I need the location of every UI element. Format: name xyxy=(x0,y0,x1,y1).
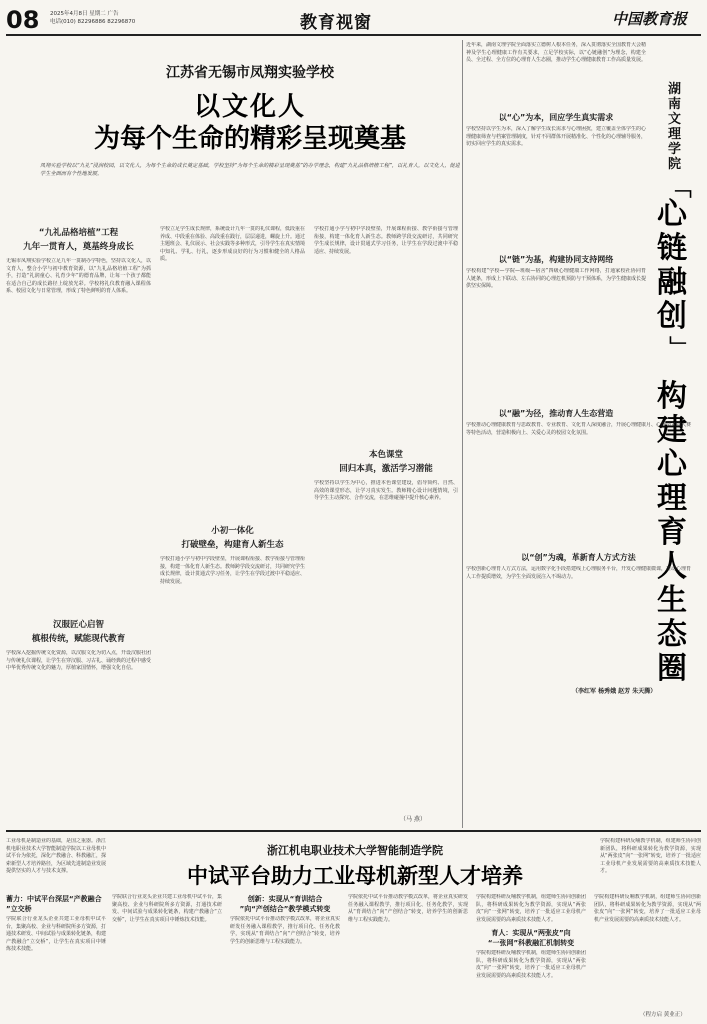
article-a-sub3-title: 汉服匠心启智 xyxy=(52,620,104,630)
article-c-body2: 学院依托中试平台推动教学模式改革，将企业真实研发任务融入课程教学，推行项目化、任务化教学，实现从“育训结合”向“产创结合”转变，培养学生的创新思维与工程实践能力。 xyxy=(230,916,340,945)
masthead: 中国教育报 xyxy=(612,10,688,28)
article-b-title-close: 」 xyxy=(666,336,692,358)
article-a-body5: 学校坚持以学生为中心，推进本色课堂建设，倡导简约、自然、高效的课堂形态，让学习真实发生。教师精心设计问题情境，引导学生主动探究、合作交流，在思维碰撞中提升核心素养。 xyxy=(314,480,458,502)
article-a-body3b: 学校打通小学与初中学段壁垒，开展课程衔接、教学衔接与管理衔接，构建一体化育人新生态。教师跨学段交流研讨，共同研究学生成长规律，设计贯通式学习任务，让学生在学段过渡中平稳适应、持续发展。 xyxy=(314,226,458,255)
article-b-body4: 学校创新心理育人方式方法，运用数字化手段搭建线上心理服务平台，开发心理健康微课，推动心理育人工作提质增效，为学生全面发展注入不竭动力。 xyxy=(466,566,691,580)
article-b-sub1: 以“心”为本，回应学生真实需求 xyxy=(498,113,614,122)
article-b-body2: 学校构建“学校—学院—班级—宿舍”四级心理健康工作网络，打通家校社协同育人链条，形成上下联动、左右协同的心理危机预防与干预体系，为学生健康成长提供坚实保障。 xyxy=(466,268,646,290)
article-a-title-line1: 以文化人 xyxy=(193,92,306,122)
article-c-body2b: 学院依托中试平台推动教学模式改革，将企业真实研发任务融入课程教学，推行项目化、任务化教学，实现从“育训结合”向“产创结合”转变，培养学生的创新思维与工程实践能力。 xyxy=(348,894,468,923)
article-c-sub3-title: 育人：实现从“两张皮”向 xyxy=(491,929,571,937)
article-c-body1: 学院联合行业龙头企业共建工业母机中试平台，集聚高校、企业与科研院所多方资源，打通技术研发、中间试验与成果转化链条，构建产教融合“立交桥”，让学生在真实项目中锤炼技术技能。 xyxy=(6,916,106,953)
article-c-sub1-title: 蓄力：中试平台深层“产教融合 xyxy=(6,895,102,903)
article-b-intro: 近年来，湖南文理学院全面落实立德树人根本任务，深入贯彻落实全国教育大会精神及学生心理健康工作有关要求，立足学校实际，以“心链融创”为理念，构建全员、全过程、全方位的心理育人生态圈，推动学生心理健康教育工作高质量发展。 xyxy=(466,42,646,64)
article-c-body3a: 学院构建科研反哺教学机制，组建师生协同创新团队，将科研成果转化为教学资源，实现从“两张皮”向“一张网”转变，培养了一批适应工业母机产业发展需要的高素质技术技能人才。 xyxy=(600,838,701,875)
page-number: 08 xyxy=(6,6,40,34)
article-a-body2: 学校立足学生成长规律，系统设计九年一贯的礼仪课程，低段重在养成、中段重在体验、高段重在践行，层层递进，螺旋上升。通过主题班会、礼仪展示、社会实践等多种形式，引导学生在真实情境中知礼、学礼、行礼，逐步形成良好的行为习惯和健全的人格品质。 xyxy=(160,226,305,263)
article-a-kicker: 江苏省无锡市凤翔实验学校 xyxy=(166,65,334,81)
header-rule xyxy=(6,34,701,36)
article-c-body3c: 学院构建科研反哺教学机制，组建师生协同创新团队，将科研成果转化为教学资源，实现从“两张皮”向“一张网”转变，培养了一批适应工业母机产业发展需要的高素质技术技能人才。 xyxy=(476,950,586,979)
article-a-title-line2: 为每个生命的精彩呈现奠基 xyxy=(93,124,406,154)
article-c-body3b: 学院构建科研反哺教学机制，组建师生协同创新团队，将科研成果转化为教学资源，实现从“两张皮”向“一张网”转变，培养了一批适应工业母机产业发展需要的高素质技术技能人才。 xyxy=(476,894,586,923)
date-line: 2025年4月8日 星期二 广告 xyxy=(50,11,119,17)
article-b-sub4: 以“创”为魂，革新育人方式方法 xyxy=(521,553,636,562)
article-c-sub2-title: 创新：实现从“育训结合 xyxy=(247,895,323,903)
article-b-sub3: 以“融”为径，推动育人生态营造 xyxy=(498,409,614,418)
article-c-author: （程方启 黄业正） xyxy=(640,1012,686,1018)
article-c-body1b: 学院联合行业龙头企业共建工业母机中试平台，集聚高校、企业与科研院所多方资源，打通技术研发、中间试验与成果转化链条，构建产教融合“立交桥”，让学生在真实项目中锤炼技术技能。 xyxy=(112,894,222,923)
contact-line: 电话(010) 82296886 82296870 xyxy=(50,19,136,25)
article-a-body4: 学校深入挖掘传统文化资源，以汉服文化为切入点，开设汉服社团与传统礼仪课程，让学生在穿汉服、习古礼、诵经典的过程中感受中华优秀传统文化的魅力，厚植家国情怀，增强文化自信。 xyxy=(6,650,151,672)
article-a-sub4-title: 本色课堂 xyxy=(368,450,403,460)
article-b-title-open: 「 xyxy=(666,176,692,198)
article-b-title-tail: 构建心理育人生态圈 xyxy=(657,379,687,686)
section-title: 教育视窗 xyxy=(300,13,372,33)
article-c-sub1-sub: ”立交桥 xyxy=(6,905,32,913)
article-a-author: （马 燕） xyxy=(400,816,426,823)
article-a-lead: 凤翔实验学校以“九礼”浸润校园，以文化人，为每个生命的成长奠定基础，学校坚持“为每个生命的精彩呈现奠基”的办学理念，构建“九礼品格培植工程”，以礼育人，以文化人，促进学生全面而有个性地发展。 xyxy=(40,163,460,177)
article-b-sub2: 以“链”为基，构建协同支持网络 xyxy=(498,255,614,264)
article-b-body3: 学校推动心理健康教育与思政教育、专业教育、文化育人深度融合，开展心理健康月、心理情景剧大赛等特色活动，营造积极向上、关爱心灵的校园文化氛围。 xyxy=(466,422,691,436)
article-c-body3d: 学院构建科研反哺教学机制，组建师生协同创新团队，将科研成果转化为教学资源，实现从“两张皮”向“一张网”转变，培养了一批适应工业母机产业发展需要的高素质技术技能人才。 xyxy=(594,894,701,923)
article-a-sub3-sub: 槙根传统，赋能现代教育 xyxy=(31,634,126,644)
article-a-sub2-sub: 打破壁垒，构建育人新生态 xyxy=(181,540,284,550)
article-c-sub2-sub: ”向“产创结合”教学模式转变 xyxy=(239,905,331,913)
article-b-author: （李红军 杨秀娥 赵芳 朱天腾） xyxy=(572,688,657,695)
article-a-sub4-sub: 回归本真，激活学习潜能 xyxy=(339,464,433,474)
middle-rule xyxy=(6,830,701,832)
article-a-sub1-sub: 九年一贯育人，奠基终身成长 xyxy=(23,242,134,252)
article-c-sub3-sub: “一张网”科教融汇机制转变 xyxy=(487,939,575,947)
article-a-body1: 无锡市凤翔实验学校立足九年一贯制办学特色，坚持以文化人，以文育人，整合小学与初中教育资源，以“九礼品格培植工程”为抓手，打造“礼润童心、礼育少年”的德育品牌，让每一个孩子都能在适合自己的成长路径上绽放光彩。学校将礼仪教育融入课程体系、校园文化与日常管理，形成了特色鲜明的育人体系。 xyxy=(6,258,151,295)
article-b-kicker: 湖南文理学院 xyxy=(668,82,682,172)
article-a-sub2-title: 小初一体化 xyxy=(211,526,254,536)
article-b-title-main: 心链融创 xyxy=(657,197,687,334)
article-a-body3: 学校打通小学与初中学段壁垒，开展课程衔接、教学衔接与管理衔接，构建一体化育人新生态。教师跨学段交流研讨，共同研究学生成长规律，设计贯通式学习任务，让学生在学段过渡中平稳适应、持续发展。 xyxy=(160,556,305,585)
article-c-intro: 工业母机是制造业的基础，是国之重器。浙江机电职业技术大学智能制造学院以工业母机中试平台为依托，深化产教融合、科教融汇，探索新型人才培养路径，为区域先进制造业发展提供坚实的人才与技术支撑。 xyxy=(6,838,106,875)
article-c-kicker: 浙江机电职业技术大学智能制造学院 xyxy=(267,844,443,857)
article-a-sub1-title: “九礼品格培植”工程 xyxy=(38,228,119,238)
column-divider xyxy=(462,40,463,828)
article-c-title: 中试平台助力工业母机新型人才培养 xyxy=(187,863,523,888)
article-b-body1: 学校坚持以学生为本，深入了解学生成长需求与心理困扰，建立覆盖全体学生的心理健康筛查与档案管理制度，针对不同群体开展精准化、个性化的心理辅导服务，切实回应学生的真实需求。 xyxy=(466,126,646,148)
